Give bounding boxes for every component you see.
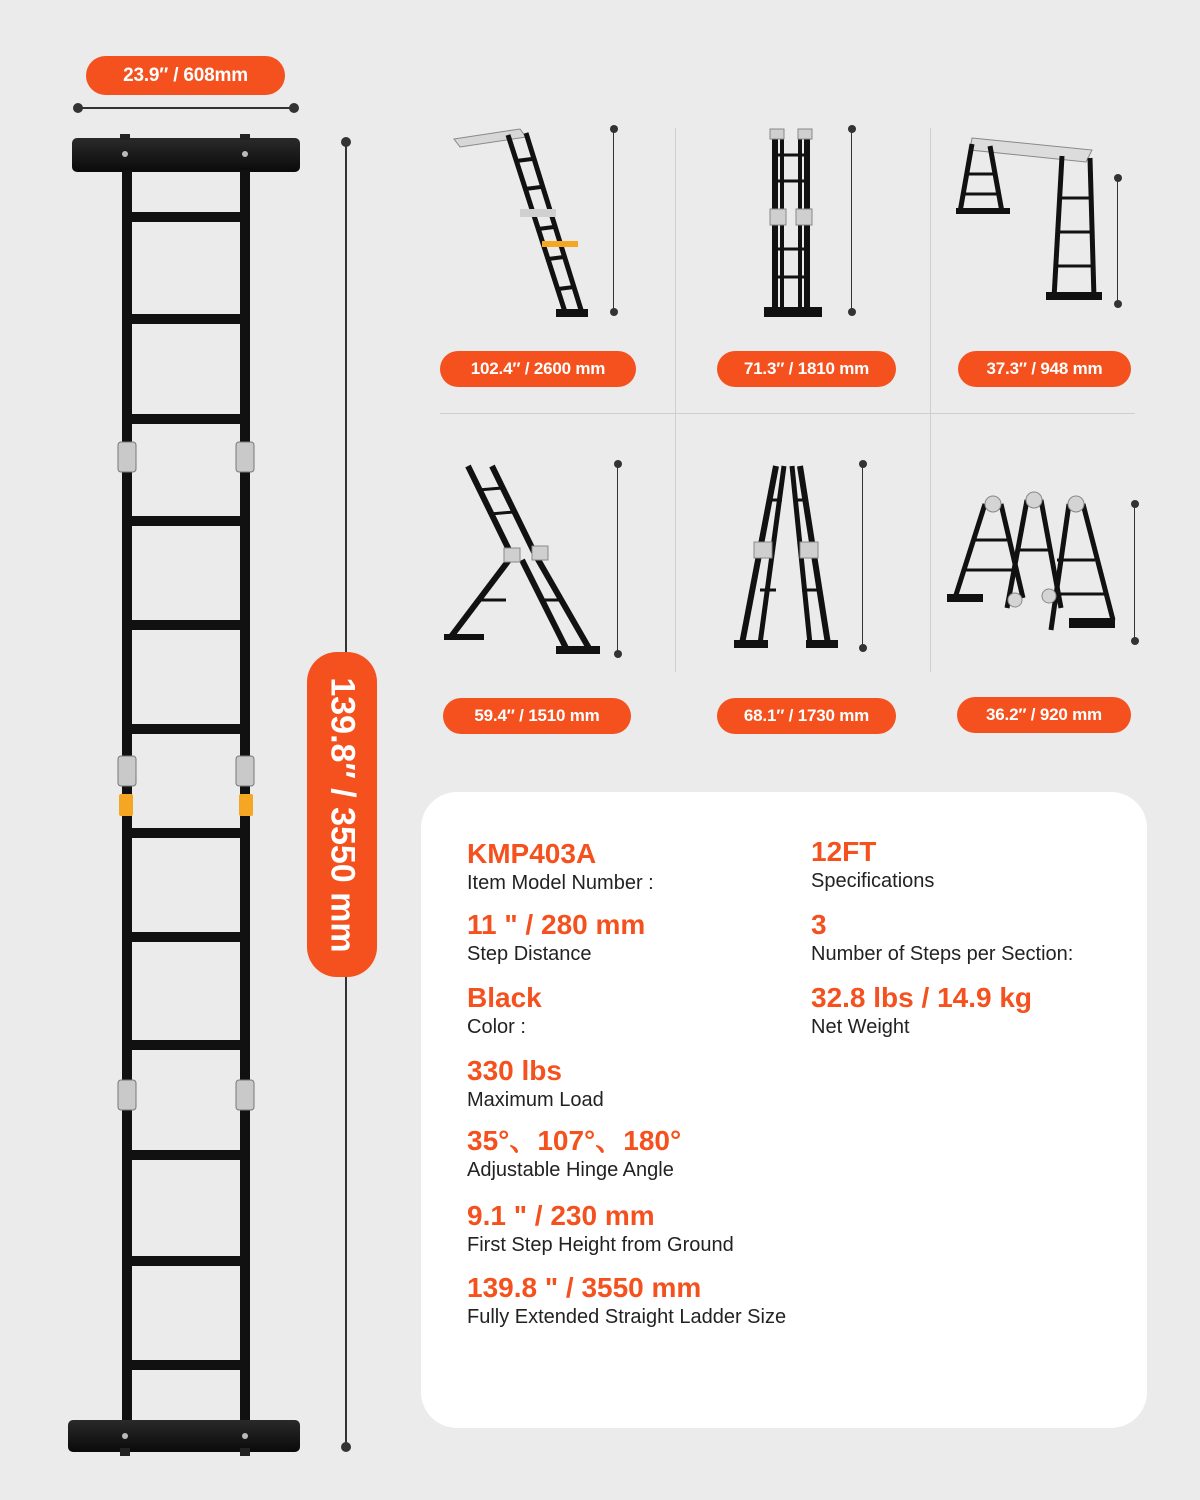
dimension-endpoint bbox=[1114, 300, 1122, 308]
spec-steps-per-section bbox=[811, 909, 1073, 967]
config-label: 68.1″ / 1730 mm bbox=[743, 706, 870, 725]
config-badge bbox=[440, 351, 636, 387]
config-label: 71.3″ / 1810 mm bbox=[743, 359, 870, 378]
config-image-a-frame bbox=[730, 460, 840, 650]
spec-value: 139.8 " / 3550 mm bbox=[467, 1272, 702, 1303]
grid-divider bbox=[440, 413, 1135, 414]
dimension-endpoint bbox=[1131, 500, 1139, 508]
spec-label: First Step Height from Ground bbox=[467, 1234, 734, 1256]
dimension-endpoint bbox=[614, 460, 622, 468]
spec-size bbox=[811, 836, 934, 894]
spec-value: 9.1 " / 230 mm bbox=[467, 1200, 655, 1231]
config-dimension-line bbox=[862, 465, 863, 647]
config-badge bbox=[717, 698, 896, 734]
spec-label: Maximum Load bbox=[467, 1089, 604, 1111]
spec-color bbox=[467, 982, 542, 1040]
width-dimension-badge bbox=[86, 56, 285, 95]
spec-first-step-height bbox=[467, 1200, 734, 1258]
dimension-endpoint bbox=[848, 125, 856, 133]
spec-label: Fully Extended Straight Ladder Size bbox=[467, 1306, 787, 1328]
config-badge bbox=[958, 351, 1131, 387]
height-dimension-endpoint bbox=[341, 1442, 351, 1452]
spec-label: Number of Steps per Section: bbox=[811, 943, 1074, 965]
spec-label: Step Distance bbox=[467, 943, 592, 965]
spec-hinge-angle bbox=[467, 1125, 681, 1183]
config-image-platform bbox=[950, 128, 1110, 308]
config-label: 59.4″ / 1510 mm bbox=[474, 706, 600, 725]
dimension-endpoint bbox=[848, 308, 856, 316]
config-badge bbox=[443, 698, 631, 734]
specifications-card bbox=[421, 792, 1147, 1428]
grid-divider bbox=[675, 128, 676, 672]
spec-value: 12FT bbox=[811, 836, 877, 867]
config-dimension-line bbox=[613, 130, 614, 312]
spec-label: Net Weight bbox=[811, 1016, 910, 1038]
config-badge bbox=[957, 697, 1131, 733]
spec-value: 3 bbox=[811, 909, 827, 940]
width-dimension-label: 23.9″ / 608mm bbox=[123, 64, 248, 86]
spec-max-load bbox=[467, 1055, 604, 1113]
config-image-scaffold bbox=[945, 490, 1125, 640]
config-dimension-line bbox=[617, 465, 618, 653]
spec-value: KMP403A bbox=[467, 838, 597, 869]
spec-label: Adjustable Hinge Angle bbox=[467, 1159, 674, 1181]
spec-value: 11 " / 280 mm bbox=[467, 909, 646, 940]
dimension-endpoint bbox=[1131, 637, 1139, 645]
config-badge bbox=[717, 351, 896, 387]
spec-value: Black bbox=[467, 982, 542, 1013]
spec-label: Specifications bbox=[811, 870, 935, 892]
spec-value: 330 lbs bbox=[467, 1055, 562, 1086]
height-dimension-badge bbox=[307, 652, 377, 977]
extended-ladder-image bbox=[62, 130, 312, 1460]
height-dimension-label: 139.8″ / 3550 mm bbox=[323, 676, 362, 953]
config-label: 37.3″ / 948 mm bbox=[986, 359, 1103, 378]
spec-label: Item Model Number : bbox=[467, 872, 654, 894]
config-dimension-line bbox=[1117, 178, 1118, 303]
spec-net-weight bbox=[811, 982, 1032, 1040]
width-dimension-line bbox=[78, 107, 294, 109]
spec-value: 35°、107°、180° bbox=[467, 1125, 682, 1156]
spec-extended-size bbox=[467, 1272, 786, 1330]
dimension-endpoint bbox=[614, 650, 622, 658]
spec-step-distance bbox=[467, 909, 645, 967]
height-dimension-endpoint bbox=[341, 137, 351, 147]
spec-model bbox=[467, 838, 654, 896]
grid-divider bbox=[930, 128, 931, 672]
spec-value: 32.8 lbs / 14.9 kg bbox=[811, 982, 1033, 1013]
config-label: 36.2″ / 920 mm bbox=[986, 705, 1102, 724]
dimension-endpoint bbox=[610, 125, 618, 133]
dimension-endpoint bbox=[859, 460, 867, 468]
dimension-endpoint bbox=[1114, 174, 1122, 182]
config-dimension-line bbox=[851, 130, 852, 312]
dimension-endpoint bbox=[610, 308, 618, 316]
dimension-endpoint bbox=[859, 644, 867, 652]
width-dimension-endpoint bbox=[289, 103, 299, 113]
width-dimension-endpoint bbox=[73, 103, 83, 113]
config-image-angled bbox=[446, 125, 606, 325]
config-image-straight bbox=[752, 125, 832, 320]
config-label: 102.4″ / 2600 mm bbox=[470, 359, 606, 378]
spec-label: Color : bbox=[467, 1016, 526, 1038]
config-image-wall-lean bbox=[440, 460, 610, 660]
config-dimension-line bbox=[1134, 505, 1135, 641]
